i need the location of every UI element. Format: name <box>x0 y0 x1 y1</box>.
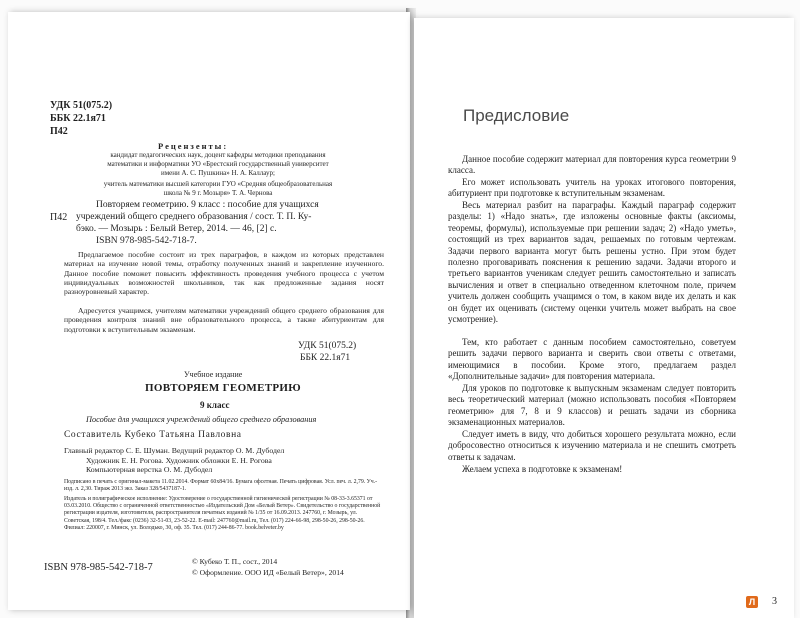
print-imprint: Подписано в печать с оригинал-макета 11.02.2014. Формат 60х84/16. Бумага офсетная. Печать цифровая. Усл. печ. л. 2,79. Уч.-изд. л. 2,30. Тираж 2013 экз. Заказ 328/5437187-1. <box>64 479 378 493</box>
cutter-code: П42 <box>50 126 68 137</box>
reviewer-1-line: кандидат педагогических наук, доцент кафедры методики преподавания <box>110 151 326 159</box>
copyright-design: © Оформление. ООО ИД «Белый Ветер», 2014 <box>192 568 344 577</box>
preface-paragraph: Для уроков по подготовке к выпускным экзаменам следует повторить весь теоретический материал (можно использовать пособия «Повторяем геометрию» для 7, 8 и 9 классов) и решать задачи из сборника экзаменационных материалов. <box>448 383 736 428</box>
preface-paragraph: Весь материал разбит на параграфы. Каждый параграф содержит разделы: 1) «Надо знать», где изложены основные факты (аксиомы, теоремы, формулы), используемые при решении задач; 2) «Надо уметь», состоящий из трех вариантов задач, решаемых по готовым чертежам. Задачи первого варианта могут быть решены устно. При этом будет полезно проговаривать пояснения к решению задачи. Задачи второго и третьего вариантов ученикам следует решить самостоятельно и записать вычисления и ответ в специально отведенном клеточном поле, причем учитель должен сообщить учащимся о том, в каком виде их делать и как он будет их оценивать (систему оценки учитель может выбрать на свое усмотрение). <box>448 200 736 325</box>
reviewer-1-line: математики и информатики УО «Брестский государственный университет <box>107 160 329 168</box>
preface-paragraph: Желаем успеха в подготовке к экзаменам! <box>462 464 623 474</box>
preface-paragraph: Его может использовать учитель на уроках итогового повторения, абитуриент при подготовке к вступительным экзаменам. <box>448 177 736 199</box>
preface-paragraph: Тем, кто работает с данным пособием самостоятельно, советуем решить задачи первого варианта и сверить свои ответы с ответами, имеющимися в пособии. Кроме этого, предлагаем раздел «Дополнительные задачи» для повторения материала. <box>448 337 736 382</box>
bib-line: учреждений общего среднего образования / сост. Т. П. Ку- <box>76 212 312 222</box>
annotation-1: Предлагаемое пособие состоит из трех параграфов, в каждом из которых представлен материал на изучение новой темы, отработку полученных знаний и закрепление изученного. Данное пособие поможет повысить эффективность проведения учебного процесса с учетом индивидуальных возможностей школьников, так как предложенные задания носят разноуровневый характер. <box>64 250 384 297</box>
cutter-code-2: П42 <box>50 212 68 223</box>
reviewer-2-line: учитель математики высшей категории ГУО «Средняя общеобразовательная <box>103 180 333 188</box>
left-page-imprint <box>8 12 410 610</box>
reviewer-2 <box>63 180 373 198</box>
compiler: Составитель Кубеко Татьяна Павловна <box>64 430 242 440</box>
reviewers-title: Рецензенты: <box>158 141 229 151</box>
credits-line: Художник Е. Н. Рогова. Художник обложки Е. Н. Рогова <box>86 455 272 465</box>
credits-line: Главный редактор С. Е. Шуман. Ведущий редактор О. М. Дубодел <box>64 446 285 455</box>
publisher-imprint: Издатель и полиграфическое исполнение: Удостоверение о государственной гигиенической регистрации № 08-33-3.65371 от 03.03.2010. Общество с ограниченной ответственностью «Издательский Дом «Белый Ветер». Свидетельство о государственной регистрации издателя, изготовителя, распространителя печатных изданий № 1/35 от 16.09.2013. 247760, г. Мозырь, ул. Советская, 198/4. Тел./факс (0236) 32-51-03, 23-52-22. Е-mail: 247760@mail.ru, Тел. (017) 224-66-98, 298-50-26, 298-50-26. Филиал: 220007, г. Минск, ул. Володько, 30, оф. 35. Тел. (017) 244-86-77. book.belveter.by <box>64 496 381 531</box>
reviewer-1-line: имени А. С. Пушкина» Н. А. Каллаур; <box>161 169 275 177</box>
copyright-author: © Кубеко Т. П., сост., 2014 <box>192 557 278 566</box>
credits-line: Компьютерная верстка О. М. Дубодел <box>86 465 213 474</box>
bib-line: бэко. — Мозырь : Белый Ветер, 2014. — 46, [2] с. <box>76 224 277 234</box>
udk-code: УДК 51(075.2) <box>50 100 113 111</box>
page-number: 3 <box>772 596 777 607</box>
udk-code-2: УДК 51(075.2) <box>298 341 357 351</box>
isbn-bib: ISBN 978-985-542-718-7. <box>96 236 197 246</box>
isbn: ISBN 978-985-542-718-7 <box>44 562 153 573</box>
reviewer-2-line: школа № 9 г. Мозыря» Т. А. Чернова <box>163 189 273 197</box>
bbk-code: ББК 22.1я71 <box>50 113 106 124</box>
annotation-2: Адресуется учащимся, учителям математики учреждений общего среднего образования для проведения контроля знаний вне образовательного процесса, а также абитуриентам для подготовки к вступительным экзаменам. <box>64 306 384 334</box>
preface-heading: Предисловие <box>463 106 570 125</box>
grade: 9 класс <box>200 400 230 410</box>
labirint-logo: Л <box>746 596 758 608</box>
preface-paragraph: Следует иметь в виду, что добиться хорошего результата можно, если добросовестно относиться к изучению материала и не спешить смотреть ответы к задачам. <box>448 429 736 462</box>
reviewer-1 <box>68 151 368 178</box>
edition-type: Учебное издание <box>184 370 243 379</box>
bib-line: Повторяем геометрию. 9 класс : пособие для учащихся <box>96 200 319 210</box>
credits <box>64 446 284 475</box>
book-title: ПОВТОРЯЕМ ГЕОМЕТРИЮ <box>145 382 301 394</box>
bbk-code-2: ББК 22.1я71 <box>300 353 351 363</box>
preface-paragraph: Данное пособие содержит материал для повторения курса геометрии 9 класса. <box>448 154 736 176</box>
subtitle: Пособие для учащихся учреждений общего среднего образования <box>86 415 317 424</box>
